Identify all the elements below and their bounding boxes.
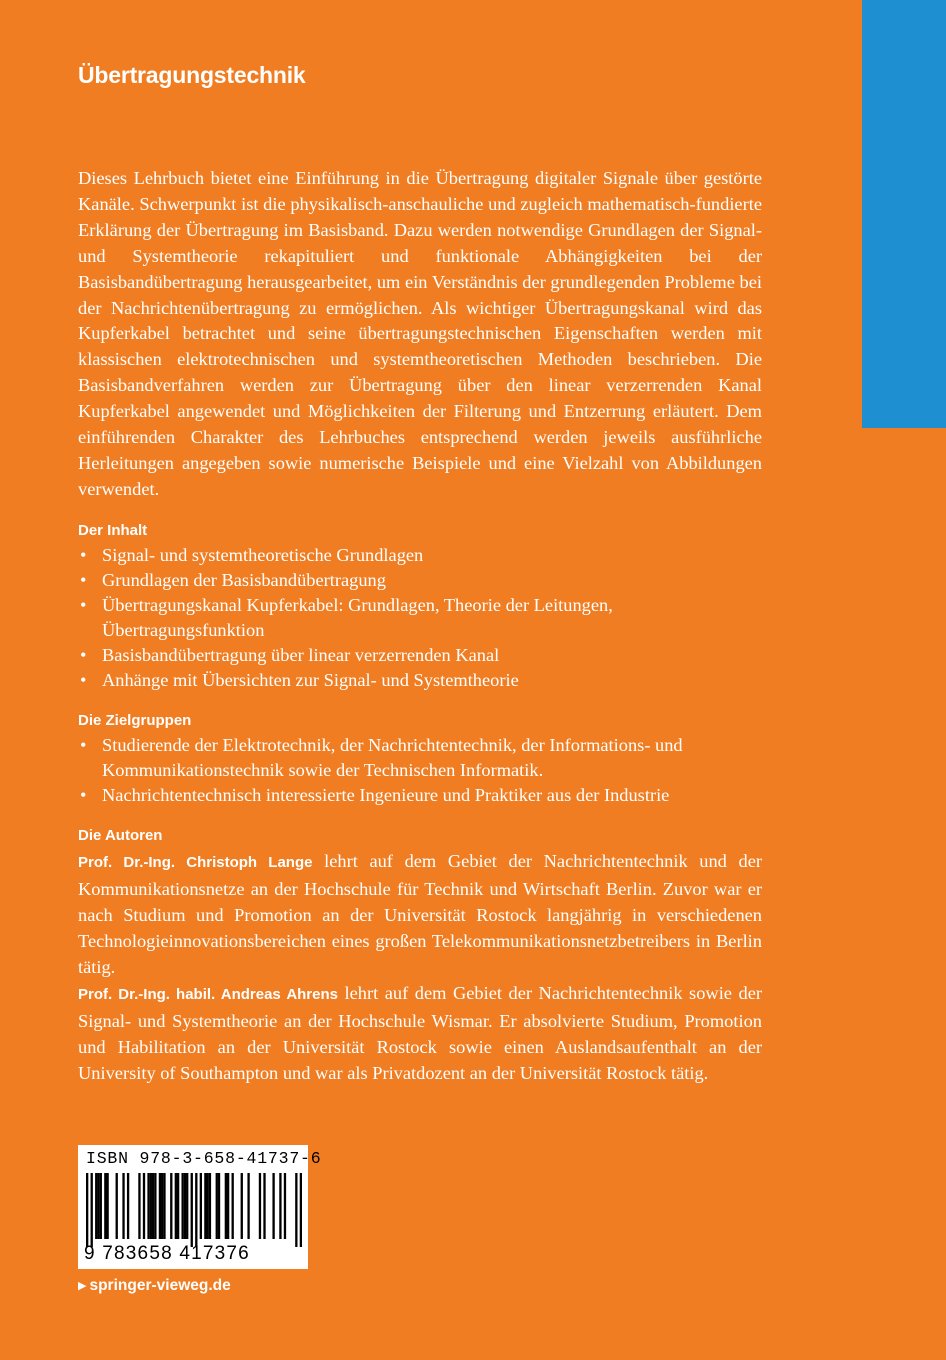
barcode-bar	[216, 1173, 218, 1239]
list-item: • Grundlagen der Basisbandübertragung	[78, 568, 762, 593]
triangle-right-icon: ▶	[78, 1280, 87, 1292]
barcode-bar	[209, 1173, 211, 1239]
barcode-bar	[161, 1173, 163, 1239]
barcode-bar	[122, 1173, 124, 1239]
barcode-bar	[138, 1173, 140, 1239]
barcode-bar	[150, 1173, 152, 1239]
barcode-bar	[97, 1173, 99, 1239]
barcode-bar	[241, 1173, 243, 1239]
barcode-bar	[91, 1173, 93, 1247]
author-name: Prof. Dr.-Ing. Christoph Lange	[78, 853, 313, 871]
author-bio-text: lehrt auf dem Gebiet der Nachrichtentechnik und der Kommunikationsnetze an der Hochschule für Technik und Wirtschaft Berlin. Zuvor war er nach Studium und Promotion an der Universität Rostock langjährig in verschiedenen Technologieinnovationsbereichen eines großen Telekommunikationsnetzbetreibers in Berlin tätig.	[78, 850, 762, 977]
inhalt-heading: Der Inhalt	[78, 521, 148, 539]
barcode-bar	[95, 1173, 97, 1239]
barcode-bar	[247, 1173, 249, 1239]
list-item: • Basisbandübertragung über linear verzerrenden Kanal	[78, 643, 762, 668]
blue-accent-tab	[862, 0, 946, 428]
barcode-bars	[86, 1173, 302, 1247]
barcode-bar	[163, 1173, 165, 1239]
barcode-bar	[147, 1173, 149, 1239]
book-description: Dieses Lehrbuch bietet eine Einführung in die Übertragung digitaler Signale über gestörte Kanäle. Schwerpunkt ist die physikalisch-anschauliche und zugleich mathematisch-fundierte Erklärung der Übertragung im Basisband. Dazu werden notwendige Grundlagen der Signal- und Systemtheorie rekapituliert und funktionale Abhängigkeiten bei der Basisbandübertragung herausgearbeitet, um ein Verständnis der grundlegenden Probleme bei der Nachrichtenübertragung zu ermöglichen. Als wichtiger Übertragungskanal wird das Kupferkabel betrachtet und seine übertragungstechnischen Eigenschaften werden mit klassischen elektrotechnischen und systemtheoretischen Methoden beschrieben. Die Basisbandverfahren werden zur Übertragung über den linear verzerrenden Kanal Kupferkabel angewendet und Möglichkeiten der Filterung und Entzerrung erläutert. Dem einführenden Charakter des Lehrbuches entsprechend werden jeweils ausführliche Herleitungen angegeben sowie numerische Beispiele und eine Vielzahl von Abbildungen verwendet.	[78, 168, 762, 499]
zielgruppen-list	[78, 733, 762, 808]
barcode-bar	[279, 1173, 281, 1239]
isbn-barcode	[78, 1145, 322, 1269]
list-item: • Studierende der Elektrotechnik, der Nachrichtentechnik, der Informations- und Kommunikationstechnik sowie der Technischen Informatik.	[78, 733, 762, 783]
barcode-bar	[207, 1173, 209, 1239]
barcode-bar	[116, 1173, 118, 1239]
zielgruppen-heading: Die Zielgruppen	[78, 711, 192, 729]
barcode-bar	[218, 1173, 220, 1239]
barcode-bar	[186, 1173, 188, 1239]
list-item: • Signal- und systemtheoretische Grundlagen	[78, 543, 762, 568]
barcode-bar	[191, 1173, 193, 1247]
barcode-bar	[200, 1173, 202, 1239]
barcode-number: 9 783658 417376	[84, 1243, 250, 1264]
barcode-bar	[204, 1173, 206, 1239]
author-name: Prof. Dr.-Ing. habil. Andreas Ahrens	[78, 985, 338, 1003]
barcode-bar	[181, 1173, 183, 1239]
barcode-bar	[100, 1173, 102, 1239]
list-item: • Nachrichtentechnisch interessierte Ingenieure und Praktiker aus der Industrie	[78, 783, 762, 808]
barcode-bar	[227, 1173, 229, 1239]
barcode-bar	[86, 1173, 88, 1247]
barcode-bar	[272, 1173, 274, 1239]
barcode-bar	[284, 1173, 286, 1239]
back-cover-text	[78, 60, 762, 1086]
barcode-bar	[300, 1173, 302, 1247]
barcode-bar	[170, 1173, 172, 1239]
author-bio-ahrens	[78, 980, 762, 1086]
inhalt-list	[78, 543, 762, 693]
barcode-bar	[175, 1173, 177, 1239]
barcode-bar	[259, 1173, 261, 1239]
barcode-bar	[143, 1173, 145, 1239]
barcode-bar	[177, 1173, 179, 1239]
barcode-bar	[225, 1173, 227, 1239]
barcode-bar	[152, 1173, 154, 1239]
barcode-bar	[154, 1173, 156, 1239]
publisher-url: springer-vieweg.de	[89, 1277, 231, 1294]
barcode-bar	[263, 1173, 265, 1239]
list-item: • Anhänge mit Übersichten zur Signal- und Systemtheorie	[78, 668, 762, 693]
barcode-bar	[127, 1173, 129, 1239]
book-title: Übertragungstechnik	[78, 62, 306, 88]
publisher-link[interactable]	[78, 1276, 231, 1296]
author-bio-lange	[78, 848, 762, 980]
barcode-bar	[295, 1173, 297, 1247]
barcode-bar	[184, 1173, 186, 1239]
autoren-heading: Die Autoren	[78, 826, 163, 844]
barcode-bar	[195, 1173, 197, 1247]
isbn-label: ISBN 978-3-658-41737-6	[86, 1149, 322, 1168]
barcode-bar	[232, 1173, 234, 1239]
barcode-bar	[104, 1173, 106, 1239]
barcode-bar	[106, 1173, 108, 1239]
author-bio-text: lehrt auf dem Gebiet der Nachrichtentechnik sowie der Signal- und Systemtheorie an der Hochschule Wismar. Er absolvierte Studium, Promotion und Habilitation an der Universität Rostock sowie einen Auslandsaufenthalt an der University of Southampton und war als Privatdozent an der Universität Rostock tätig.	[78, 982, 762, 1083]
list-item: • Übertragungskanal Kupferkabel: Grundlagen, Theorie der Leitungen, Übertragungsfunktion	[78, 593, 762, 643]
barcode-bar	[159, 1173, 161, 1239]
